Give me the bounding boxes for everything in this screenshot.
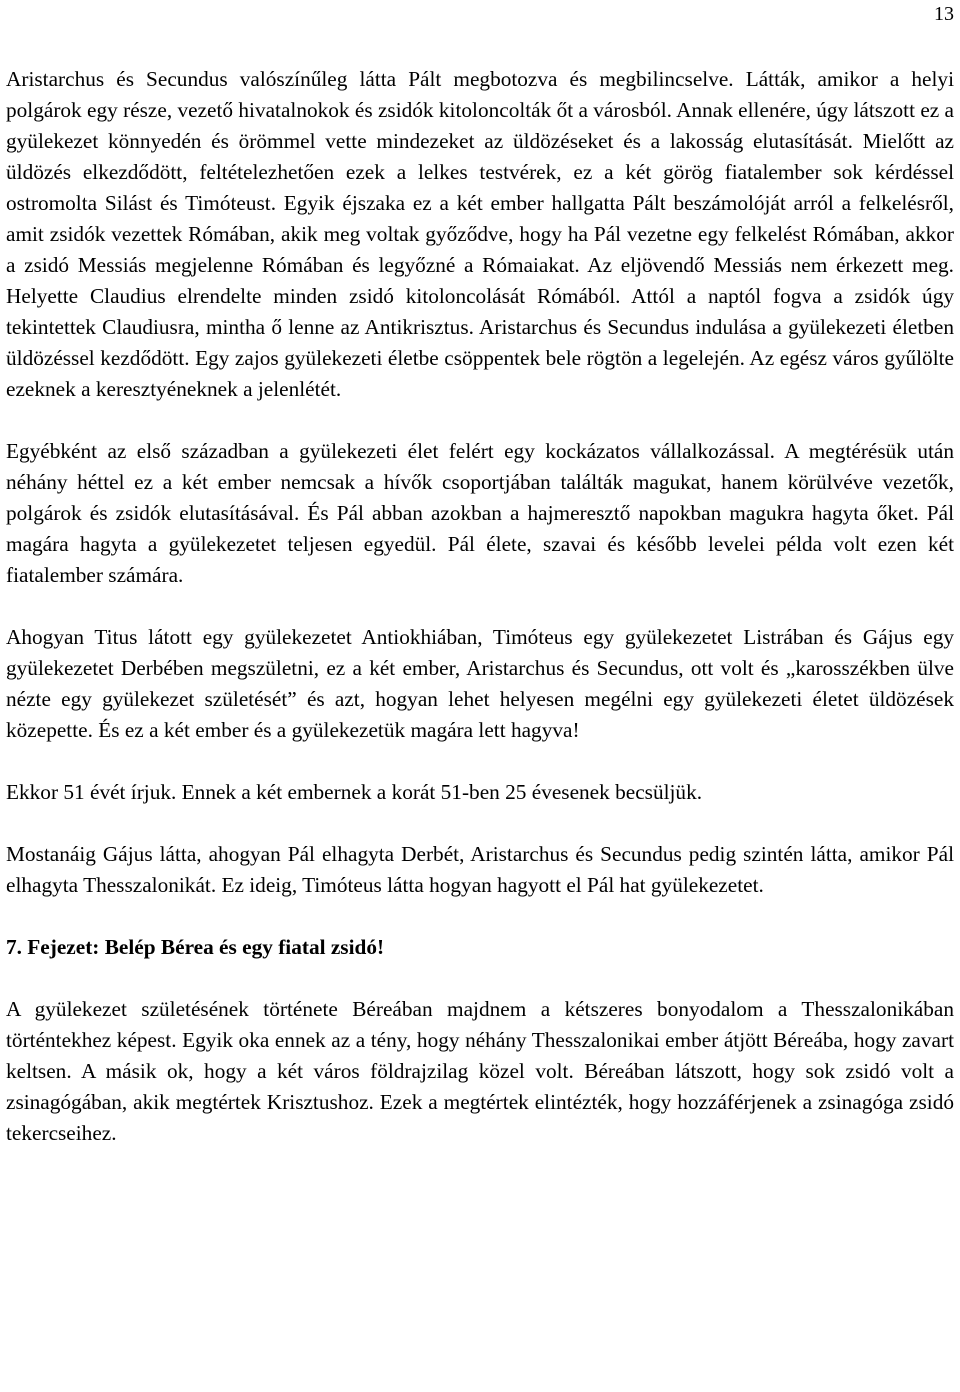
paragraph-paul-departures: Mostanáig Gájus látta, ahogyan Pál elhagyta Derbét, Aristarchus és Secundus pedig szintén látta, amikor Pál elhagyta Thesszalonikát. Ez ideig, Timóteus látta hogyan hagyott el Pál hat gyülekezetet.: [6, 842, 954, 897]
chapter-heading: 7. Fejezet: Belép Bérea és egy fiatal zsidó!: [6, 935, 385, 959]
paragraph-church-birth-witness: Ahogyan Titus látott egy gyülekezetet Antiokhiában, Timóteus egy gyülekezetet Listrában és Gájus egy gyülekezetet Derbében megszületni, ez a két ember, Aristarchus és Secundus, ott volt és „karosszékben ülve nézte egy gyülekezet születését” és azt, hogyan lehet helyesen megélni egy gyülekezeti életet üldözések közepette. És ez a két ember és a gyülekezetük magára lett hagyva!: [6, 625, 954, 742]
paragraph-year-51: Ekkor 51 évét írjuk. Ennek a két embernek a korát 51-ben 25 évesenek becsüljük.: [6, 780, 703, 804]
page-content: [6, 64, 954, 1149]
page-number: 13: [934, 3, 954, 25]
paragraph-first-century-church-life: Egyébként az első században a gyülekezeti élet felért egy kockázatos vállalkozással. A megtérésük után néhány héttel ez a két ember nemcsak a hívők csoportjában találták magukat, hanem körülvéve vezetők, polgárok és zsidók elutasításával. És Pál abban azokban a hajmeresztő napokban magukra hagyta őket. Pál magára hagyta a gyülekezetet teljesen egyedül. Pál élete, szavai és később levelei példa volt ezen két fiatalember számára.: [6, 439, 954, 587]
paragraph-berea-church-birth: A gyülekezet születésének története Béreában majdnem a kétszeres bonyodalom a Thesszalonikában történtekhez képest. Egyik oka ennek az a tény, hogy néhány Thesszalonikai ember átjött Béreába, hogy zavart keltsen. A másik ok, hogy a két város földrajzilag közel volt. Béreában látszott, hogy sok zsidó volt a zsinagógában, akik megtértek Krisztushoz. Ezek a megtértek elintézték, hogy hozzáférjenek a zsinagóga zsidó tekercseihez.: [6, 997, 954, 1145]
paragraph-aristarchus-secundus-persecution: Aristarchus és Secundus valószínűleg látta Pált megbotozva és megbilincselve. Látták, amikor a helyi polgárok egy része, vezető hivatalnokok és zsidók kitoloncolták őt a városból. Annak ellenére, úgy látszott ez a gyülekezet könnyedén és örömmel vette mindezeket az üldözéseket és a lakosság elutasítását. Mielőtt az üldözés elkezdődött, feltételezhetően ezek a lelkes testvérek, ez a két görög fiatalember sok kérdéssel ostromolta Silást és Timóteust. Egyik éjszaka ez a két ember hallgatta Pált beszámolóját arról a felkelésről, amit zsidók vezettek Rómában, akik meg voltak győződve, hogy ha Pál vezetne egy felkelést Rómában, akkor a zsidó Messiás megjelenne Rómában és legyőzné a Rómaiakat. Az eljövendő Messiás nem érkezett meg. Helyette Claudius elrendelte minden zsidó kitoloncolását Rómából. Attól a naptól fogva a zsidók úgy tekintettek Claudiusra, mintha ő lenne az Antikrisztus. Aristarchus és Secundus indulása a gyülekezeti életben üldözéssel kezdődött. Egy zajos gyülekezeti életbe csöppentek bele rögtön a legelején. Az egész város gyűlölte ezeknek a keresztyéneknek a jelenlétét.: [6, 67, 955, 401]
